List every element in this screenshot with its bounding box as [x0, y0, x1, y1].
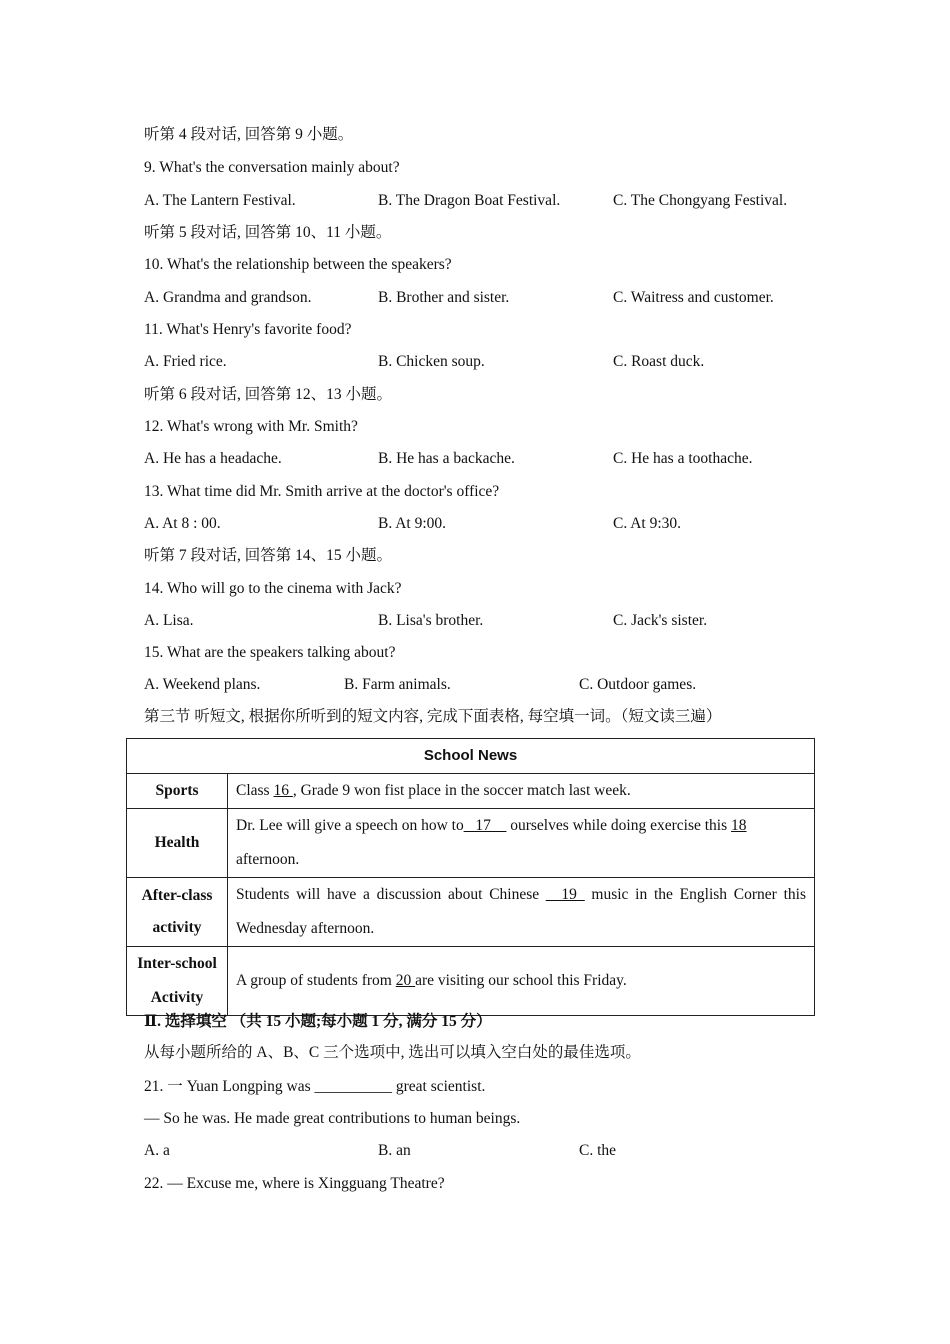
table-row-content: [228, 809, 815, 878]
q21-option-a: A. a: [144, 1142, 170, 1159]
question-22: 22. — Excuse me, where is Xingguang Theatre?: [144, 1175, 445, 1192]
blank-19: __19_: [545, 886, 585, 903]
question-21-response: — So he was. He made great contributions to human beings.: [144, 1110, 521, 1127]
q14-option-c: C. Jack's sister.: [613, 612, 708, 629]
q15-option-c: C. Outdoor games.: [579, 676, 697, 693]
q10-option-c: C. Waitress and customer.: [613, 289, 774, 306]
q9-option-b: B. The Dragon Boat Festival.: [378, 192, 561, 209]
q21-option-b: B. an: [378, 1142, 411, 1159]
question-21: 21. 一 Yuan Longping was __________ great scientist.: [144, 1078, 486, 1095]
section-instruction: 听第 6 段对话, 回答第 12、13 小题。: [144, 386, 393, 403]
row-text: are visiting our school this Friday.: [415, 972, 627, 989]
table-row-content: [228, 878, 815, 947]
blank-17: _ 17__: [463, 817, 507, 834]
table-category: [127, 947, 228, 1016]
question-10: 10. What's the relationship between the speakers?: [144, 256, 452, 273]
q13-option-c: C. At 9:30.: [613, 515, 682, 532]
row-text: afternoon.: [236, 851, 300, 868]
blank-16: 16: [273, 782, 293, 799]
category-label: Activity: [150, 989, 204, 1006]
category-label: After-class: [141, 887, 213, 904]
school-news-table: [126, 738, 815, 1016]
row-text: , Grade 9 won fist place in the soccer match last week.: [292, 782, 631, 799]
q12-option-b: B. He has a backache.: [378, 450, 515, 467]
q21-option-c: C. the: [579, 1142, 617, 1159]
row-text: Dr. Lee will give a speech on how to: [236, 817, 464, 834]
q13-option-a: A. At 8 : 00.: [144, 515, 221, 532]
q10-option-a: A. Grandma and grandson.: [144, 289, 312, 306]
table-row-content: [228, 947, 815, 1016]
question-11: 11. What's Henry's favorite food?: [144, 321, 352, 338]
question-12: 12. What's wrong with Mr. Smith?: [144, 418, 358, 435]
section-instruction: 第三节 听短文, 根据你所听到的短文内容, 完成下面表格, 每空填一词。（短文读三遍）: [144, 708, 722, 725]
table-category: [127, 774, 228, 809]
q15-option-a: A. Weekend plans.: [144, 676, 261, 693]
q15-option-b: B. Farm animals.: [344, 676, 451, 693]
question-13: 13. What time did Mr. Smith arrive at the doctor's office?: [144, 483, 500, 500]
category-label: Sports: [155, 782, 199, 799]
q13-option-b: B. At 9:00.: [378, 515, 447, 532]
blank-20: 20: [395, 972, 416, 989]
question-9: 9. What's the conversation mainly about?: [144, 159, 400, 176]
q11-option-c: C. Roast duck.: [613, 353, 705, 370]
section-instruction: 听第 4 段对话, 回答第 9 小题。: [144, 126, 354, 143]
q9-option-a: A. The Lantern Festival.: [144, 192, 296, 209]
table-category: [127, 809, 228, 878]
section-instruction: 听第 7 段对话, 回答第 14、15 小题。: [144, 547, 393, 564]
q9-option-c: C. The Chongyang Festival.: [613, 192, 788, 209]
q11-option-a: A. Fried rice.: [144, 353, 227, 370]
question-14: 14. Who will go to the cinema with Jack?: [144, 580, 402, 597]
row-text: ourselves while doing exercise this: [506, 817, 732, 834]
category-label: Inter-school: [137, 955, 217, 972]
table-row-content: [228, 774, 815, 809]
row-text: music in the English Corner this Wednesday afternoon.: [236, 886, 806, 937]
q14-option-a: A. Lisa.: [144, 612, 194, 629]
question-15: 15. What are the speakers talking about?: [144, 644, 396, 661]
q10-option-b: B. Brother and sister.: [378, 289, 510, 306]
row-text: Class: [236, 782, 274, 799]
q12-option-c: C. He has a toothache.: [613, 450, 753, 467]
section-heading: Ⅱ. 选择填空 （共 15 小题;每小题 1 分, 满分 15 分）: [144, 1013, 492, 1030]
row-text: Students will have a discussion about Chinese: [236, 886, 546, 903]
section-instruction: 听第 5 段对话, 回答第 10、11 小题。: [144, 224, 392, 241]
table-category: [127, 878, 228, 947]
table-title: School News: [127, 739, 815, 774]
q12-option-a: A. He has a headache.: [144, 450, 282, 467]
category-label: activity: [152, 919, 202, 936]
q11-option-b: B. Chicken soup.: [378, 353, 485, 370]
blank-18: 18: [731, 817, 747, 834]
section-instruction: 从每小题所给的 A、B、C 三个选项中, 选出可以填入空白处的最佳选项。: [144, 1044, 641, 1061]
row-text: A group of students from: [236, 972, 396, 989]
q14-option-b: B. Lisa's brother.: [378, 612, 484, 629]
category-label: Health: [154, 834, 200, 851]
